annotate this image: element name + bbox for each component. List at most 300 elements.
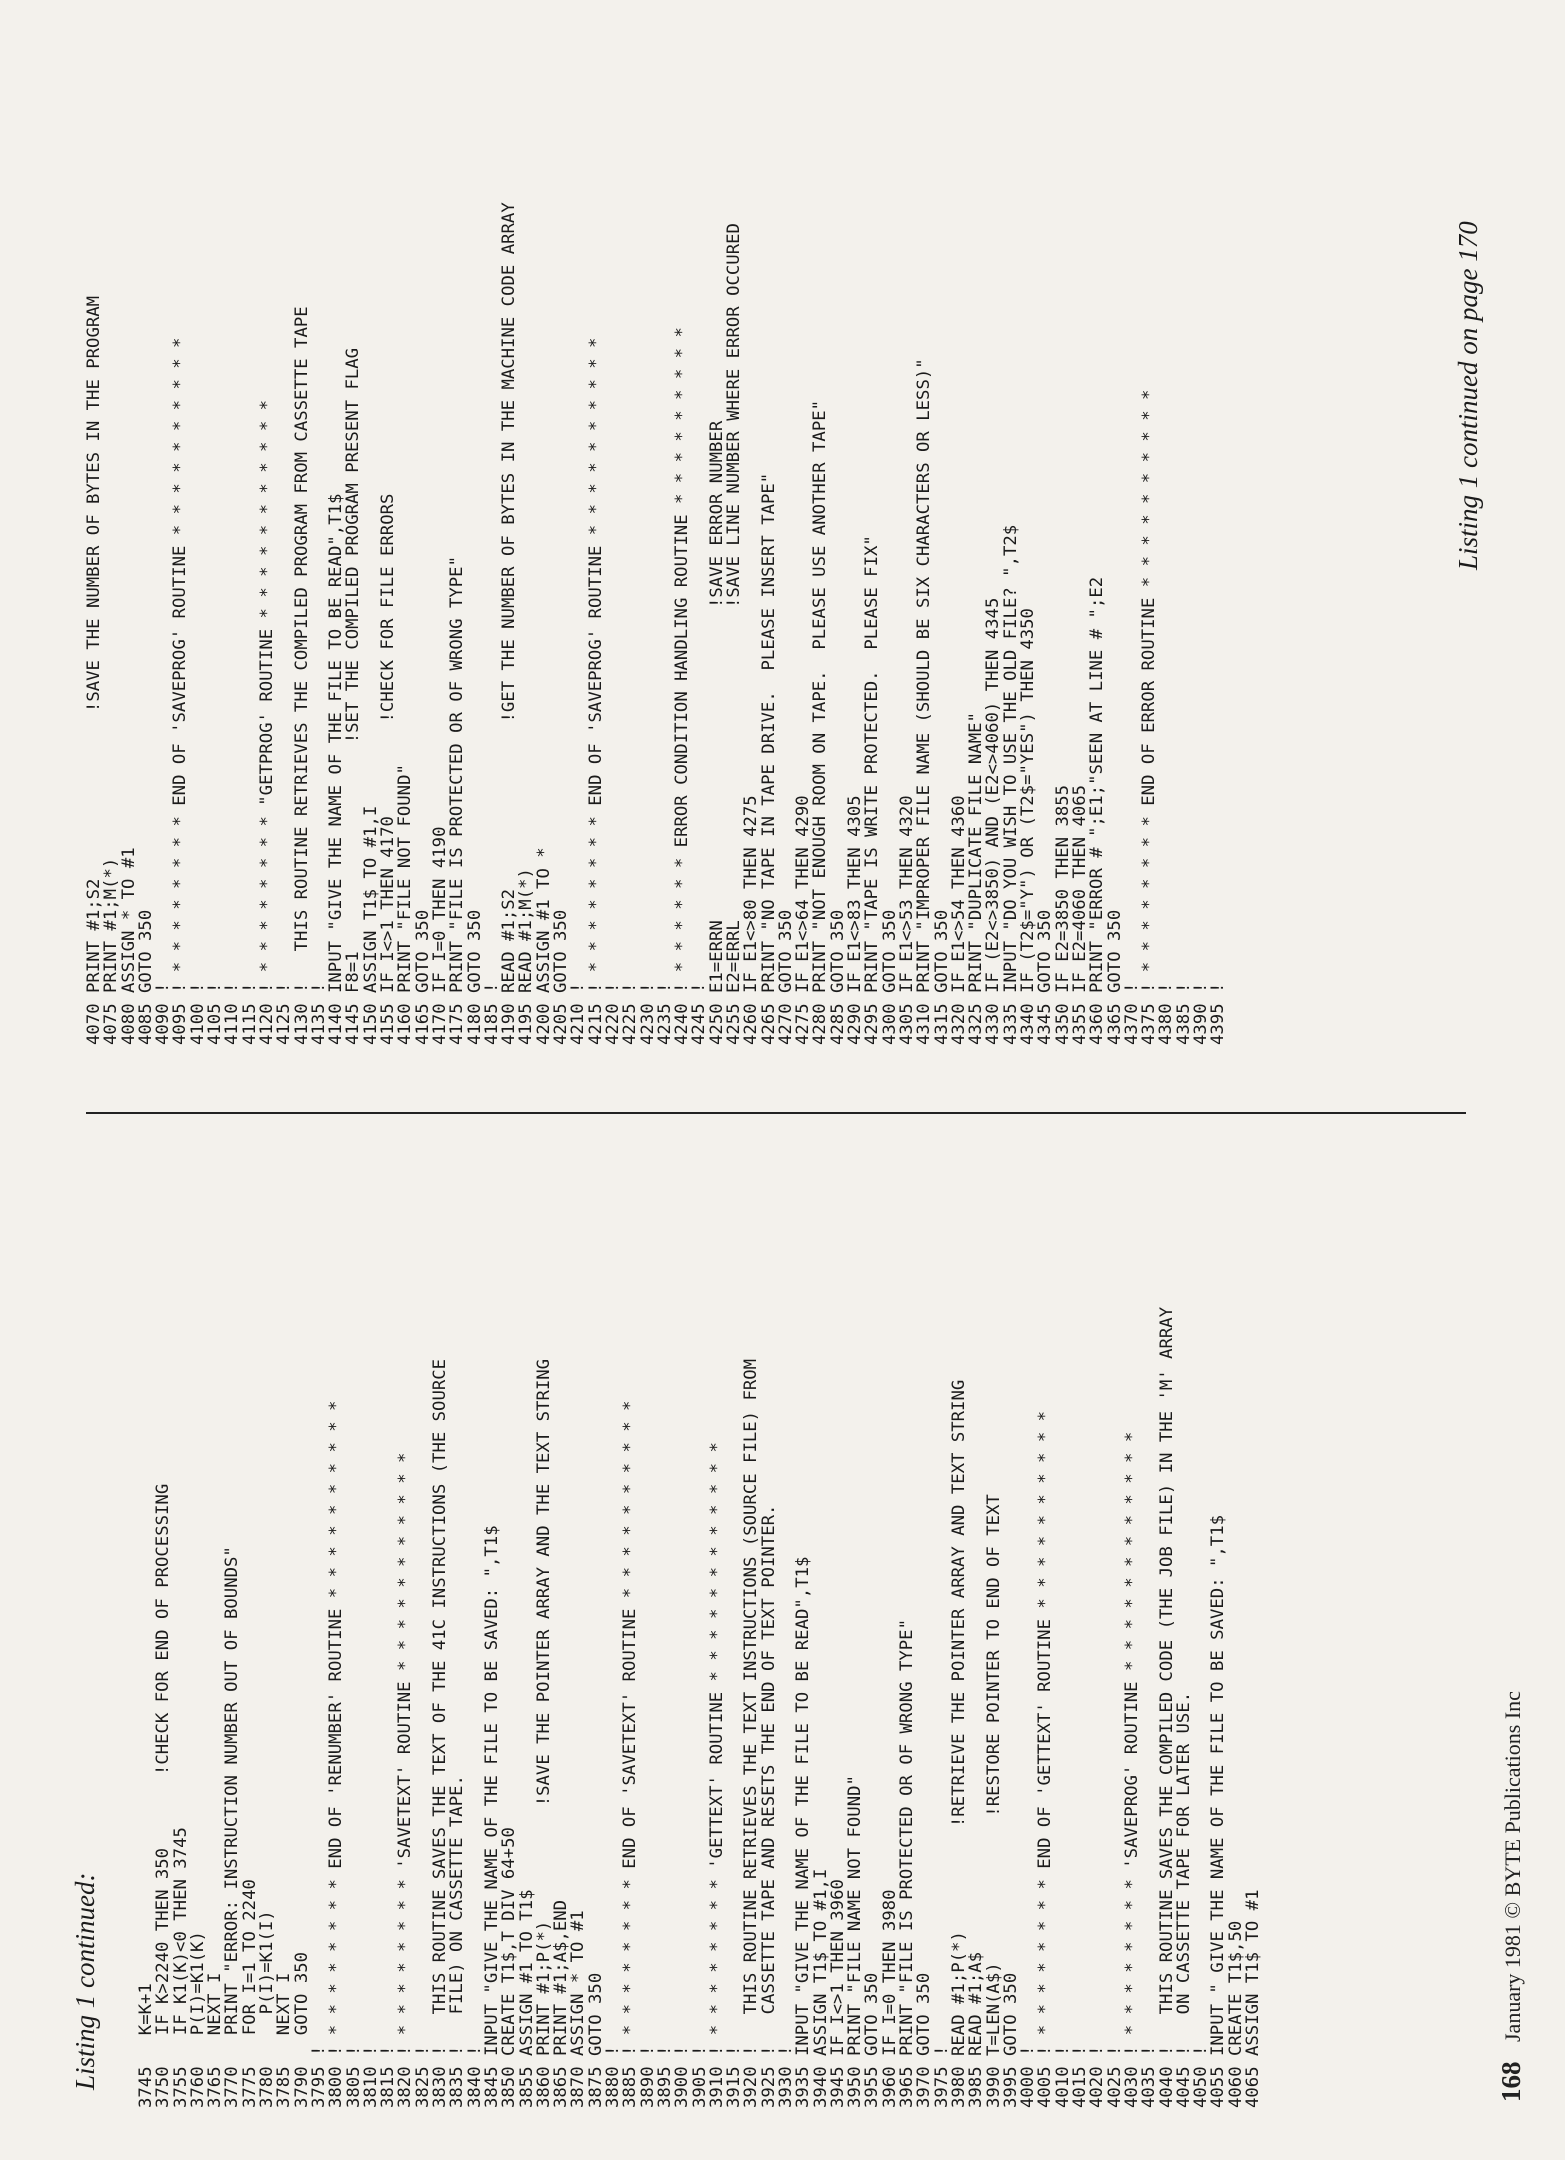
code-text: GOTO 350 xyxy=(879,909,900,993)
code-text: NEXT I xyxy=(205,1972,226,2056)
code-line xyxy=(916,1307,933,2108)
code-text: ASSIGN * TO #1 xyxy=(568,1910,589,2056)
line-number: 3770 xyxy=(222,2066,243,2108)
line-number: 3995 xyxy=(1000,2066,1021,2108)
line-number: 4160 xyxy=(395,1003,416,1045)
code-text: READ #1;M(*) xyxy=(516,868,537,993)
code-text: ! xyxy=(620,982,641,993)
code-text: ! xyxy=(378,2045,399,2056)
code-text: PRINT #1;M(*) xyxy=(101,857,122,993)
line-number: 4350 xyxy=(1052,1003,1073,1045)
code-text: ! xyxy=(187,982,208,993)
code-text: PRINT "NOT ENOUGH ROOM ON TAPE. PLEASE USE ANOTHER TAPE" xyxy=(810,399,831,993)
line-number: 3940 xyxy=(810,2066,831,2108)
line-number: 4315 xyxy=(931,1003,952,1045)
code-line xyxy=(602,202,623,1045)
line-number: 4165 xyxy=(412,1003,433,1045)
code-text: GOTO 350 xyxy=(1104,909,1125,993)
code-text: ! xyxy=(724,2045,745,2056)
line-number: 4375 xyxy=(1139,1003,1160,1045)
line-number: 4255 xyxy=(723,1003,744,1045)
line-number: 3825 xyxy=(412,2066,433,2108)
code-text: INPUT " GIVE THE NAME OF THE FILE TO BE SAVED: ",T1$ xyxy=(1208,1514,1229,2056)
line-number: 4320 xyxy=(948,1003,969,1045)
code-line xyxy=(291,1307,312,2108)
line-number: 4210 xyxy=(568,1003,589,1045)
code-line xyxy=(1141,202,1158,1045)
code-text: PRINT "IMPROPER FILE NAME (SHOULD BE SIX CHARACTERS OR LESS)" xyxy=(914,358,935,993)
code-line xyxy=(758,1307,779,2108)
code-text: ! THIS ROUTINE SAVES THE TEXT OF THE 41C INSTRUCTIONS (THE SOURCE xyxy=(430,1358,451,2056)
code-text: ! xyxy=(603,2045,624,2056)
code-text: ! xyxy=(775,2045,796,2056)
line-number: 4185 xyxy=(481,1003,502,1045)
line-number: 4095 xyxy=(170,1003,191,1045)
line-number: 4060 xyxy=(1225,2066,1246,2108)
code-text: ! xyxy=(239,982,260,993)
code-text: PRINT #1;P(*) !SAVE THE POINTER ARRAY AND THE TEXT STRING xyxy=(533,1358,554,2056)
line-number: 4200 xyxy=(533,1003,554,1045)
code-text: IF (T2$="Y") OR (T2$="YES") THEN 4350 xyxy=(1018,608,1039,993)
code-text: ! xyxy=(308,982,329,993)
code-text: ! xyxy=(637,2045,658,2056)
code-text: ! xyxy=(222,982,243,993)
code-text: ! xyxy=(689,982,710,993)
code-text: IF E2=3850 THEN 3855 xyxy=(1052,784,1073,993)
code-line xyxy=(224,202,241,1045)
code-text: IF E1<>64 THEN 4290 xyxy=(793,795,814,993)
line-number: 4270 xyxy=(775,1003,796,1045)
line-number: 3930 xyxy=(775,2066,796,2108)
code-line xyxy=(328,1307,345,2108)
line-number: 3850 xyxy=(499,2066,520,2108)
code-text: ! xyxy=(654,982,675,993)
code-line xyxy=(1000,1307,1021,2108)
code-text: P(I)=K1(K) xyxy=(187,1931,208,2056)
code-line xyxy=(1173,202,1194,1045)
line-number: 4040 xyxy=(1156,2066,1177,2108)
code-text: ASSIGN #1 TO * xyxy=(533,847,554,993)
code-line xyxy=(1052,1307,1073,2108)
code-text: ! xyxy=(464,2045,485,2056)
line-number: 4380 xyxy=(1156,1003,1177,1045)
line-number: 4155 xyxy=(378,1003,399,1045)
line-number: 4035 xyxy=(1139,2066,1160,2108)
code-line xyxy=(397,1307,414,2108)
line-number: 3945 xyxy=(827,2066,848,2108)
line-number: 3950 xyxy=(845,2066,866,2108)
line-number: 3855 xyxy=(516,2066,537,2108)
line-number: 3920 xyxy=(741,2066,762,2108)
line-number: 3860 xyxy=(533,2066,554,2108)
line-number: 3750 xyxy=(153,2066,174,2108)
code-text: ! xyxy=(1052,2045,1073,2056)
code-text: F8=1 !SET THE COMPILED PROGRAM PRESENT FLAG xyxy=(343,347,364,993)
code-text: ! * * * * * * * * 'GETTEXT' ROUTINE * * * * * * * * * * * * xyxy=(706,1442,727,2056)
line-number: 3795 xyxy=(308,2066,329,2108)
code-text: ! * * * * * * * * "GETPROG' ROUTINE * * * * * * * * * * * xyxy=(256,399,277,993)
code-text: PRINT "FILE IS PROTECTED OR OF WRONG TYPE" xyxy=(447,556,468,993)
code-text: K=K+1 xyxy=(136,1983,156,2056)
code-text: PRINT #1;S2 !SAVE THE NUMBER OF BYTES IN THE PROGRAM xyxy=(84,295,104,993)
code-text: ! * * * * * * * * END OF 'RENUMBER' ROUTINE * * * * * * * * * * xyxy=(326,1400,347,2056)
code-text: ! * * * * * * ERROR CONDITION HANDLING ROUTINE * * * * * * * * * xyxy=(672,327,693,993)
line-number: 4330 xyxy=(983,1003,1004,1045)
code-line xyxy=(1089,1307,1106,2108)
code-text: ! xyxy=(1191,982,1211,993)
code-line xyxy=(187,202,208,1045)
code-text: ! xyxy=(672,2045,693,2056)
line-number: 4300 xyxy=(879,1003,900,1045)
line-number: 4190 xyxy=(499,1003,520,1045)
line-number: 4335 xyxy=(1000,1003,1021,1045)
line-number: 3960 xyxy=(879,2066,900,2108)
code-text: ! xyxy=(1121,982,1142,993)
line-number: 4150 xyxy=(360,1003,381,1045)
code-text: ! xyxy=(1087,2045,1108,2056)
line-number: 4135 xyxy=(308,1003,329,1045)
line-number: 4225 xyxy=(620,1003,641,1045)
line-number: 3840 xyxy=(464,2066,485,2108)
line-number: 3760 xyxy=(187,2066,208,2108)
line-number: 4030 xyxy=(1121,2066,1142,2108)
code-text: PRINT "ERROR # ";E1;"SEEN AT LINE # ";E2 xyxy=(1087,576,1108,993)
line-number: 3875 xyxy=(585,2066,606,2108)
code-line xyxy=(553,202,570,1045)
code-text: ! xyxy=(637,982,658,993)
code-text: GOTO 350 xyxy=(775,909,796,993)
line-number: 4130 xyxy=(291,1003,312,1045)
code-text: ! xyxy=(1173,982,1194,993)
code-text: ! ON CASSETTE TAPE FOR LATER USE. xyxy=(1173,1691,1194,2056)
line-number: 4345 xyxy=(1035,1003,1056,1045)
code-line xyxy=(343,1307,364,2108)
code-text: PRINT "FILE NAME NOT FOUND" xyxy=(845,1775,866,2056)
code-text: ! THIS ROUTINE RETRIEVES THE TEXT INSTRUCTIONS (SOURCE FILE) FROM xyxy=(741,1358,762,2056)
code-line xyxy=(1210,202,1227,1045)
code-text: GOTO 350 xyxy=(551,909,572,993)
line-number: 3800 xyxy=(326,2066,347,2108)
code-line xyxy=(135,202,156,1045)
code-text: ! xyxy=(412,2045,433,2056)
page-number: 168 xyxy=(1496,2061,1526,2102)
line-number: 3910 xyxy=(706,2066,727,2108)
code-line xyxy=(637,1307,658,2108)
code-text: ! xyxy=(205,982,226,993)
code-text: ASSIGN * TO #1 xyxy=(118,847,139,993)
line-number: 4145 xyxy=(343,1003,364,1045)
code-line xyxy=(464,202,485,1045)
code-line xyxy=(172,202,189,1045)
line-number: 3830 xyxy=(430,2066,451,2108)
line-number: 4290 xyxy=(845,1003,866,1045)
code-listing-left-column xyxy=(138,1307,1262,2108)
code-text: GOTO 350 xyxy=(291,1951,312,2056)
line-number: 3805 xyxy=(343,2066,364,2108)
line-number: 4205 xyxy=(551,1003,572,1045)
code-text: IF K1(K)<0 THEN 3745 xyxy=(170,1827,191,2056)
code-text: GOTO 350 xyxy=(464,909,485,993)
code-line xyxy=(291,202,312,1045)
code-text: IF (E2<>3850) AND (E2<>4060) THEN 4345 xyxy=(983,597,1004,993)
code-text: PRINT "DUPLICATE FILE NAME" xyxy=(966,712,987,993)
code-text: INPUT "GIVE THE NAME OF THE FILE TO BE SAVED: ",T1$ xyxy=(481,1525,502,2056)
code-line xyxy=(256,202,277,1045)
line-number: 4125 xyxy=(274,1003,295,1045)
page-footer xyxy=(1496,1691,1527,2102)
line-number: 4245 xyxy=(689,1003,710,1045)
code-text: NEXT I xyxy=(274,1972,295,2056)
code-text: INPUT "GIVE THE NAME OF THE FILE TO BE READ",T1$ xyxy=(326,493,347,993)
code-text: IF K>2240 THEN 350 !CHECK FOR END OF PROCESSING xyxy=(153,1483,174,2056)
code-text: ! * * * * * * * * END OF ERROR ROUTINE * * * * * * * * * * xyxy=(1139,389,1160,993)
code-text: IF I<>1 THEN 4170 !CHECK FOR FILE ERRORS xyxy=(378,493,399,993)
line-number: 3745 xyxy=(136,2066,156,2108)
code-text: E2=ERRL !SAVE LINE NUMBER WHERE ERROR OCCURED xyxy=(723,223,744,993)
line-number: 4170 xyxy=(429,1003,450,1045)
code-text: E1=ERRN !SAVE ERROR NUMBER xyxy=(706,420,727,993)
line-number: 4310 xyxy=(914,1003,935,1045)
line-number: 4275 xyxy=(793,1003,814,1045)
line-number: 3965 xyxy=(897,2066,918,2108)
line-number: 4120 xyxy=(256,1003,277,1045)
code-listing-right-column xyxy=(86,202,1228,1045)
code-text: PRINT "TAPE IS WRITE PROTECTED. PLEASE FIX" xyxy=(862,535,883,993)
line-number: 4285 xyxy=(827,1003,848,1045)
code-text: ! xyxy=(654,2045,675,2056)
code-text: ! xyxy=(153,982,174,993)
line-number: 4390 xyxy=(1191,1003,1211,1045)
code-text: ASSIGN T1$ TO #1,I xyxy=(360,805,381,993)
line-number: 4220 xyxy=(602,1003,623,1045)
line-number: 4050 xyxy=(1191,2066,1212,2108)
code-text: IF E1<>54 THEN 4360 xyxy=(948,795,969,993)
line-number: 4105 xyxy=(205,1003,226,1045)
code-text: GOTO 350 xyxy=(412,909,433,993)
line-number: 4115 xyxy=(239,1003,260,1045)
line-number: 3890 xyxy=(637,2066,658,2108)
code-text: ! xyxy=(931,2045,952,2056)
line-number: 4230 xyxy=(637,1003,658,1045)
code-text: ! FILE) ON CASSETTE TAPE. xyxy=(447,1775,468,2056)
line-number: 4360 xyxy=(1087,1003,1108,1045)
line-number: 4045 xyxy=(1173,2066,1194,2108)
code-text: ! xyxy=(1208,982,1229,993)
line-number: 3765 xyxy=(205,2066,226,2108)
line-number: 3990 xyxy=(983,2066,1004,2108)
line-number: 4055 xyxy=(1208,2066,1229,2108)
code-line xyxy=(1072,1307,1089,2108)
code-line xyxy=(1037,1307,1054,2108)
line-number: 4195 xyxy=(516,1003,537,1045)
code-line xyxy=(1245,1307,1262,2108)
code-text: ASSIGN #1 TO T1$ xyxy=(516,1889,537,2056)
line-number: 3785 xyxy=(274,2066,295,2108)
issue-line: January 1981 © BYTE Publications Inc xyxy=(1500,1691,1525,2042)
line-number: 4265 xyxy=(758,1003,779,1045)
code-line xyxy=(449,1307,466,2108)
line-number: 3975 xyxy=(931,2066,952,2108)
code-text: GOTO 350 xyxy=(585,1972,606,2056)
line-number: 4010 xyxy=(1052,2066,1073,2108)
code-line xyxy=(674,202,691,1045)
line-number: 4140 xyxy=(326,1003,347,1045)
code-text: FOR I=1 TO 2240 xyxy=(239,1879,260,2056)
code-text: ! CASSETTE TAPE AND RESETS THE END OF TEXT POINTER. xyxy=(758,1504,779,2056)
code-text: ! xyxy=(689,2045,710,2056)
code-line xyxy=(622,1307,639,2108)
code-text: ! * * * * * * * * 'SAVEPROG' ROUTINE * * * * * * * * * * * * xyxy=(1121,1431,1142,2056)
code-line xyxy=(1104,202,1125,1045)
line-number: 3980 xyxy=(948,2066,969,2108)
code-line xyxy=(1121,1307,1142,2108)
code-text: ! xyxy=(1139,2045,1160,2056)
code-line xyxy=(1158,202,1175,1045)
line-number: 3955 xyxy=(862,2066,883,2108)
code-text: GOTO 350 xyxy=(827,909,848,993)
line-number: 3915 xyxy=(724,2066,745,2108)
line-number: 4305 xyxy=(896,1003,917,1045)
line-number: 3900 xyxy=(672,2066,693,2108)
code-text: ! xyxy=(1156,982,1177,993)
code-text: ! xyxy=(568,982,589,993)
code-text: INPUT "GIVE THE NAME OF THE FILE TO BE READ",T1$ xyxy=(793,1556,814,2056)
line-number: 4175 xyxy=(447,1003,468,1045)
code-text: T=LEN(A$) !RESTORE POINTER TO END OF TEXT xyxy=(983,1494,1004,2056)
line-number: 3820 xyxy=(395,2066,416,2108)
line-number: 4215 xyxy=(585,1003,606,1045)
code-text: ! xyxy=(308,2045,329,2056)
code-text: ! xyxy=(1018,2045,1039,2056)
line-number: 4020 xyxy=(1087,2066,1108,2108)
code-text: GOTO 350 xyxy=(1035,909,1056,993)
code-text: CREATE T1$,50 xyxy=(1225,1920,1246,2056)
code-line xyxy=(585,202,606,1045)
code-text: GOTO 350 xyxy=(862,1972,883,2056)
code-text: ! xyxy=(1191,2045,1212,2056)
line-number: 4015 xyxy=(1070,2066,1091,2108)
line-number: 3815 xyxy=(378,2066,399,2108)
line-number: 4075 xyxy=(101,1003,122,1045)
code-text: ! THIS ROUTINE RETRIEVES THE COMPILED PROGRAM FROM CASSETTE TAPE xyxy=(291,306,312,993)
code-text: GOTO 350 xyxy=(135,909,156,993)
line-number: 4355 xyxy=(1069,1003,1090,1045)
line-number: 4365 xyxy=(1104,1003,1125,1045)
line-number: 3905 xyxy=(689,2066,710,2108)
code-text: ! * * * * * * * * END OF 'SAVETEXT' ROUTINE * * * * * * * * * * xyxy=(620,1400,641,2056)
line-number: 3810 xyxy=(360,2066,381,2108)
code-text: PRINT "FILE IS PROTECTED OR OF WRONG TYPE" xyxy=(897,1619,918,2056)
code-line xyxy=(637,202,658,1045)
line-number: 4385 xyxy=(1173,1003,1194,1045)
code-text: CREATE T1$,T DIV 64+50 xyxy=(499,1827,520,2056)
code-line xyxy=(1173,1307,1194,2108)
code-line xyxy=(360,1307,381,2108)
code-text: ASSIGN T1$ TO #1 xyxy=(1243,1889,1263,2056)
code-text: ASSIGN T1$ TO #1,I xyxy=(810,1868,831,2056)
listing-continued-note: Listing 1 continued on page 170 xyxy=(1453,221,1483,570)
line-number: 4325 xyxy=(966,1003,987,1045)
code-text: ! xyxy=(274,982,295,993)
line-number: 4260 xyxy=(741,1003,762,1045)
line-number: 3985 xyxy=(966,2066,987,2108)
line-number: 4240 xyxy=(672,1003,693,1045)
column-divider xyxy=(86,1112,1466,1114)
code-line xyxy=(207,202,224,1045)
code-text: IF E2=4060 THEN 4065 xyxy=(1069,784,1090,993)
line-number: 4000 xyxy=(1018,2066,1039,2108)
code-text: ! * * * * * * * * END OF 'GETTEXT' ROUTINE * * * * * * * * * * xyxy=(1035,1410,1056,2056)
code-line xyxy=(674,1307,691,2108)
code-text: PRINT "FILE NOT FOUND" xyxy=(395,764,416,993)
code-text: ! xyxy=(602,982,623,993)
line-number: 3885 xyxy=(620,2066,641,2108)
code-text: IF E1<>83 THEN 4305 xyxy=(845,795,866,993)
line-number: 3925 xyxy=(758,2066,779,2108)
code-text: GOTO 350 xyxy=(914,1972,935,2056)
listing-heading-continued: Listing 1 continued: xyxy=(70,1872,100,2090)
line-number: 3780 xyxy=(257,2066,278,2108)
code-text: ! xyxy=(481,982,502,993)
code-text: ! xyxy=(343,2045,364,2056)
code-text: ! xyxy=(1070,2045,1091,2056)
code-text: ! xyxy=(360,2045,381,2056)
line-number: 4395 xyxy=(1208,1003,1229,1045)
code-text: ! * * * * * * * * END OF 'SAVEPROG' ROUTINE * * * * * * * * * * xyxy=(585,337,606,993)
code-text: IF I<>1 THEN 3960 xyxy=(827,1879,848,2056)
line-number: 3880 xyxy=(603,2066,624,2108)
code-text: READ #1;A$ xyxy=(966,1951,987,2056)
line-number: 4180 xyxy=(464,1003,485,1045)
code-text: PRINT "ERROR: INSTRUCTION NUMBER OUT OF BOUNDS" xyxy=(222,1546,243,2056)
line-number: 3790 xyxy=(291,2066,312,2108)
code-text: PRINT #1;A$,END xyxy=(551,1899,572,2056)
code-line xyxy=(654,1307,675,2108)
line-number: 3970 xyxy=(914,2066,935,2108)
line-number: 4110 xyxy=(222,1003,243,1045)
line-number: 3865 xyxy=(551,2066,572,2108)
code-line xyxy=(1193,202,1210,1045)
code-text: READ #1;P(*) !RETRIEVE THE POINTER ARRAY AND TEXT STRING xyxy=(948,1379,969,2056)
code-text: ! * * * * * * * * END OF 'SAVEPROG' ROUTINE * * * * * * * * * * xyxy=(170,337,191,993)
code-text: READ #1;S2 !GET THE NUMBER OF BYTES IN THE MACHINE CODE ARRAY xyxy=(499,202,520,993)
line-number: 4340 xyxy=(1018,1003,1039,1045)
line-number: 4295 xyxy=(862,1003,883,1045)
line-number: 4080 xyxy=(118,1003,139,1045)
code-text: IF E1<>53 THEN 4320 xyxy=(896,795,917,993)
line-number: 4090 xyxy=(153,1003,174,1045)
code-text: INPUT "DO YOU WISH TO USE THE OLD FILE? ",T2$ xyxy=(1000,524,1021,993)
line-number: 4025 xyxy=(1104,2066,1125,2108)
code-line xyxy=(585,1307,606,2108)
line-number: 4280 xyxy=(810,1003,831,1045)
code-text: GOTO 350 xyxy=(931,909,952,993)
code-text: P(I)=K1(I) xyxy=(257,1910,278,2056)
line-number: 3755 xyxy=(170,2066,191,2108)
line-number: 4250 xyxy=(706,1003,727,1045)
line-number: 4370 xyxy=(1121,1003,1142,1045)
line-number: 4005 xyxy=(1035,2066,1056,2108)
code-text: IF I=0 THEN 3980 xyxy=(879,1889,900,2056)
code-text: ! xyxy=(1104,2045,1125,2056)
code-text: IF I=0 THEN 4190 xyxy=(429,826,450,993)
line-number: 4070 xyxy=(84,1003,104,1045)
code-text: ! * * * * * * * * 'SAVETEXT' ROUTINE * * * * * * * * * * * xyxy=(395,1452,416,2056)
code-text: IF E1<>80 THEN 4275 xyxy=(741,795,762,993)
code-line xyxy=(622,202,639,1045)
code-text: PRINT "NO TAPE IN TAPE DRIVE. PLEASE INSERT TAPE" xyxy=(758,472,779,993)
line-number: 3845 xyxy=(481,2066,502,2108)
